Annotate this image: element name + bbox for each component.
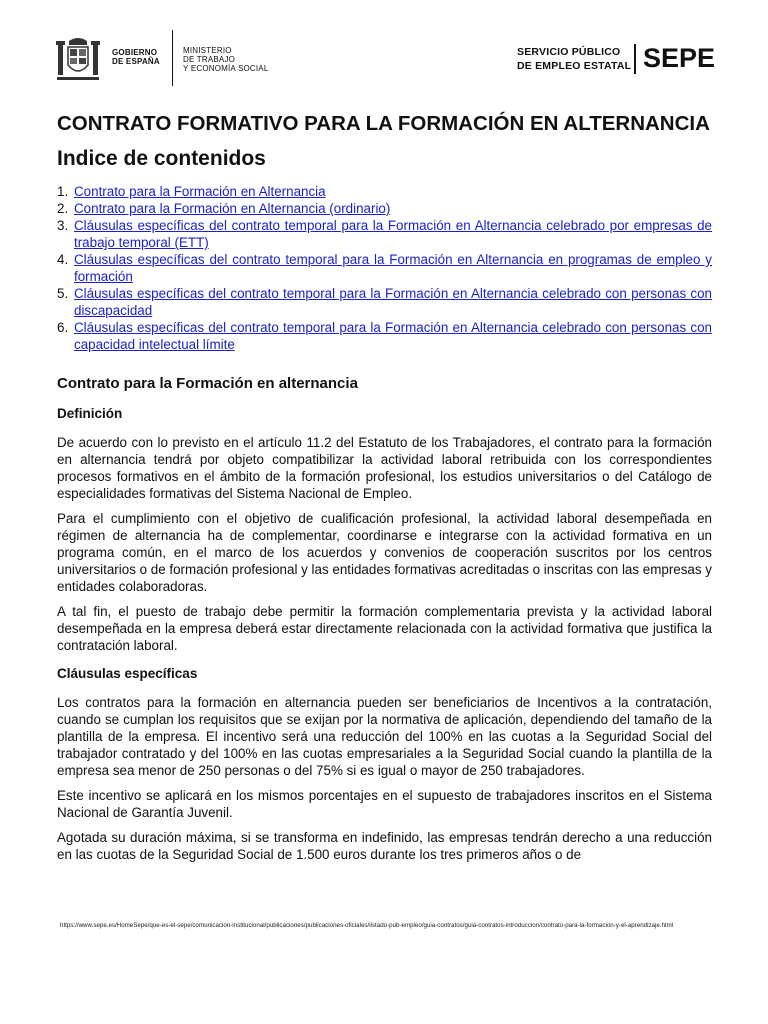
ministry-line-1: MINISTERIO (183, 46, 232, 55)
header-divider (172, 30, 173, 86)
toc-number: 2. (57, 201, 69, 216)
toc-number: 6. (57, 320, 69, 335)
toc-link-3[interactable]: Cláusulas específicas del contrato temporal para la Formación en Alternancia celebrado por empresas de trabajo temporal (ETT) (74, 218, 712, 250)
toc-item (57, 319, 712, 353)
toc-heading: Indice de contenidos (57, 147, 266, 170)
toc-link-2[interactable]: Contrato para la Formación en Alternancia (ordinario) (74, 201, 391, 216)
toc-link-5[interactable]: Cláusulas específicas del contrato temporal para la Formación en Alternancia celebrado con personas con discapacidad (74, 286, 712, 318)
toc-item (57, 200, 712, 217)
toc-item (57, 251, 712, 285)
toc-item (57, 183, 712, 200)
sepe-logo: SEPE (643, 43, 716, 73)
toc-number: 5. (57, 286, 69, 301)
ministry-label (183, 46, 269, 73)
sepe-divider (634, 44, 636, 74)
government-label (112, 48, 160, 66)
clauses-paragraph-3: Agotada su duración máxima, si se transforma en indefinido, las empresas tendrán derecho a una reducción en las cuotas de la Seguridad Social de 1.500 euros durante los tres primeros años o de (57, 830, 712, 862)
toc-link-1[interactable]: Contrato para la Formación en Alternancia (74, 184, 326, 199)
definition-paragraph-3: A tal fin, el puesto de trabajo debe permitir la formación complementaria prevista y la actividad laboral desempeñada en la empresa deberá estar directamente relacionada con la actividad formativa que justifica la contratación laboral. (57, 604, 712, 653)
ministry-line-2: DE TRABAJO (183, 55, 236, 64)
definition-paragraph-2: Para el cumplimiento con el objetivo de cualificación profesional, la actividad laboral desempeñada en régimen de alternancia ha de complementar, coordinarse e integrarse con la actividad formativa en un programa común, en el marco de los acuerdos y convenios de cooperación suscritos por los centros universitarios o de formación profesional y las entidades formativas acreditadas o inscritas con las empresas y entidades colaboradoras. (57, 511, 712, 594)
section-title: Contrato para la Formación en alternancia (57, 375, 358, 392)
toc-number: 4. (57, 252, 69, 267)
definition-heading: Definición (57, 406, 123, 421)
clauses-paragraph-1: Los contratos para la formación en alternancia pueden ser beneficiarios de Incentivos a la contratación, cuando se cumplan los requisitos que se exijan por la normativa de aplicación, dependiendo del tamaño de la plantilla de la empresa. El incentivo será una reducción del 100% en las cuotas a la Seguridad Social del trabajador contratado y del 100% en las cuotas empresariales a la Seguridad Social cuando la plantilla de la empresa sea menor de 250 personas o del 75% si es igual o mayor de 250 trabajadores. (57, 695, 712, 778)
toc-link-4[interactable]: Cláusulas específicas del contrato temporal para la Formación en Alternancia en programas de empleo y formación (74, 252, 712, 284)
gov-line-2: DE ESPAÑA (112, 57, 160, 66)
ministry-line-3: Y ECONOMÍA SOCIAL (183, 64, 269, 73)
toc-item (57, 285, 712, 319)
toc-link-6[interactable]: Cláusulas específicas del contrato temporal para la Formación en Alternancia celebrado con personas con capacidad intelectual límite (74, 320, 712, 352)
document-body (57, 112, 712, 863)
sepe-name-line-2: DE EMPLEO ESTATAL (517, 60, 632, 72)
document-title: CONTRATO FORMATIVO PARA LA FORMACIÓN EN ALTERNANCIA (57, 112, 710, 135)
gov-line-1: GOBIERNO (112, 48, 158, 57)
toc-number: 3. (57, 218, 69, 233)
table-of-contents (57, 183, 712, 353)
toc-item (57, 217, 712, 251)
clauses-heading: Cláusulas específicas (57, 666, 198, 681)
page-header (0, 0, 768, 100)
clauses-paragraph-2: Este incentivo se aplicará en los mismos porcentajes en el supuesto de trabajadores inscritos en el Sistema Nacional de Garantía Juvenil. (57, 788, 712, 820)
footer-url: https://www.sepe.es/HomeSepe/que-es-el-sepe/comunicacion-institucional/publicaciones/publicaciones-oficiales/listado-pub-empleo/guia-contratos/guia-contratos-introduccion/contrato-para-la-formacion-y-el-aprendizaje.html (60, 922, 674, 929)
toc-number: 1. (57, 184, 69, 199)
sepe-name-line-1: SERVICIO PÚBLICO (517, 46, 621, 58)
coat-of-arms-icon (55, 35, 101, 83)
definition-paragraph-1: De acuerdo con lo previsto en el artículo 11.2 del Estatuto de los Trabajadores, el contrato para la formación en alternancia tendrá por objeto compatibilizar la actividad laboral retribuida con los correspondientes procesos formativos en el ámbito de la formación profesional, los estudios universitarios o del Catálogo de especialidades formativas del Sistema Nacional de Empleo. (57, 435, 712, 501)
